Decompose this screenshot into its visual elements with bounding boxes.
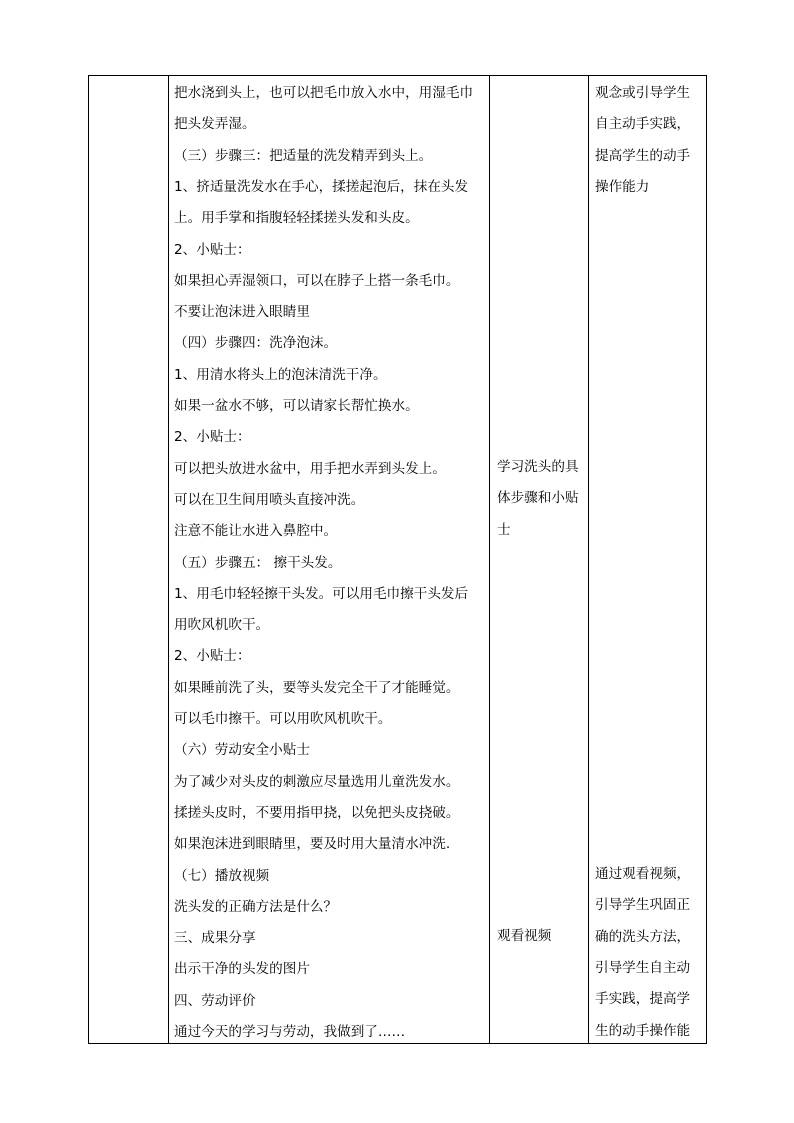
text-line: 1、挤适量洗发水在手心，揉搓起泡后，抹在头发 xyxy=(174,178,469,195)
text-line: 三、成果分享 xyxy=(174,930,256,947)
text-line: 1、用清水将头上的泡沫清洗干净。 xyxy=(174,366,387,383)
section-column xyxy=(89,76,168,1043)
text-line: 学习洗头的具 xyxy=(497,459,579,475)
text-line: 通过观看视频， xyxy=(595,866,691,882)
text-line: 通过今天的学习与劳动，我做到了…… xyxy=(174,1024,406,1040)
text-line: 引导学生巩固正 xyxy=(595,897,691,914)
teaching-content-column xyxy=(174,76,486,1043)
column-divider-1 xyxy=(168,76,169,1043)
text-line: 如果睡前洗了头，要等头发完全干了才能睡觉。 xyxy=(174,679,460,696)
text-line: （五）步骤五： 擦干头发。 xyxy=(174,554,342,571)
text-line: 观念或引导学生 xyxy=(595,85,691,101)
text-line: 2、小贴士： xyxy=(174,241,251,258)
text-line: 确的洗头方法， xyxy=(595,928,691,945)
text-line: 手实践，提高学 xyxy=(595,991,691,1008)
text-line: 把头发弄湿。 xyxy=(174,116,256,133)
text-line: 引导学生自主动 xyxy=(595,959,691,976)
text-line: 注意不能让水进入鼻腔中。 xyxy=(174,523,338,540)
text-line: 2、小贴士： xyxy=(174,429,251,446)
text-line: 把水浇到头上，也可以把毛巾放入水中，用湿毛巾 xyxy=(174,85,474,101)
text-line: 可以毛巾擦干。可以用吹风机吹干。 xyxy=(174,711,392,727)
column-divider-2 xyxy=(489,76,490,1043)
text-line: 提高学生的动手 xyxy=(595,147,691,164)
text-line: 士 xyxy=(497,521,511,538)
text-line: 操作能力 xyxy=(595,178,650,195)
text-line: 2、小贴士： xyxy=(174,648,251,665)
lesson-plan-table xyxy=(88,75,707,1044)
text-line: 自主动手实践， xyxy=(595,116,691,133)
text-line: 用吹风机吹干。 xyxy=(174,617,270,634)
text-line: （六）劳动安全小贴士 xyxy=(174,742,310,759)
text-line: 揉搓头皮时，不要用指甲挠，以免把头皮挠破。 xyxy=(174,804,460,821)
text-line: 洗头发的正确方法是什么？ xyxy=(174,898,338,915)
text-line: 生的动手操作能 xyxy=(595,1022,691,1039)
student-activity-column xyxy=(497,76,585,1043)
text-line: 四、劳动评价 xyxy=(174,992,256,1009)
column-divider-3 xyxy=(588,76,589,1043)
text-line: 如果泡沫进到眼睛里，要及时用大量清水冲洗. xyxy=(174,836,451,853)
text-line: 出示干净的头发的图片 xyxy=(174,961,310,978)
text-line: （七）播放视频 xyxy=(174,867,270,884)
text-line: 1、用毛巾轻轻擦干头发。可以用毛巾擦干头发后 xyxy=(174,585,469,602)
text-line: 不要让泡沫进入眼睛里 xyxy=(174,304,310,321)
text-line: 可以在卫生间用喷头直接冲洗。 xyxy=(174,491,365,508)
text-line: 如果一盆水不够，可以请家长帮忙换水。 xyxy=(174,398,419,414)
text-line: 上。用手掌和指腹轻轻揉搓头发和头皮。 xyxy=(174,210,419,227)
text-line: 可以把头放进水盆中，用手把水弄到头发上。 xyxy=(174,460,446,477)
text-line: 如果担心弄湿领口，可以在脖子上搭一条毛巾。 xyxy=(174,272,460,289)
text-line: （三）步骤三：把适量的洗发精弄到头上。 xyxy=(174,147,433,164)
text-line: 观看视频 xyxy=(497,928,552,944)
text-line: （四）步骤四：洗净泡沫。 xyxy=(174,335,338,352)
text-line: 为了减少对头皮的刺激应尽量选用儿童洗发水。 xyxy=(174,773,460,790)
text-line: 体步骤和小贴 xyxy=(497,490,579,507)
design-intent-column xyxy=(595,76,705,1043)
